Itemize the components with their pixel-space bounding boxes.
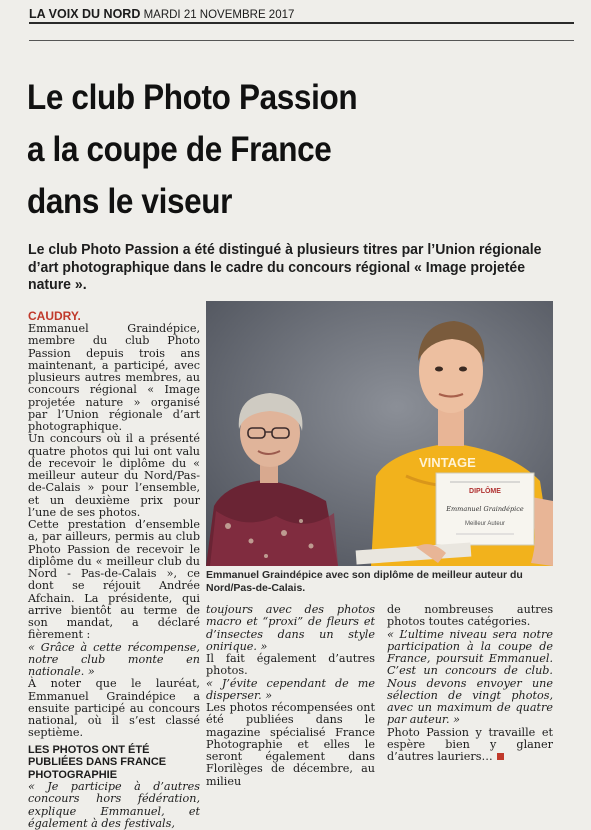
headline-line-3: dans le viseur xyxy=(27,182,233,221)
quote: « Grâce à cette récompense, notre club monte en nationale. » xyxy=(28,640,200,678)
issue-date: MARDI 21 NOVEMBRE 2017 xyxy=(143,9,295,21)
end-of-article-mark xyxy=(497,753,504,760)
closing-text: Photo Passion y travaille et espère bien y glaner d’autres lauriers… xyxy=(387,725,553,763)
diploma-line: Meilleur Auteur xyxy=(464,521,506,527)
paragraph: Un concours où il a présenté quatre photos qui lui ont valu de recevoir le diplôme du « meilleur auteur du Nord/Pas-de-Calais » pour l’ensemble, et un deuxième prix pour l’une de ses photos. xyxy=(28,432,200,519)
diploma-certificate xyxy=(436,473,534,545)
header-rule-thin xyxy=(29,40,574,41)
shirt-print: VINTAGE xyxy=(419,455,476,470)
paragraph: Il fait également d’autres photos. xyxy=(206,652,375,678)
quote: « J’évite cependant de me disperser. » xyxy=(206,676,375,702)
photo-caption: Emmanuel Graindépice avec son diplôme de meilleur auteur du Nord/Pas-de-Calais. xyxy=(206,569,523,594)
newspaper-brand: LA VOIX DU NORD xyxy=(29,7,141,21)
dateline-city: CAUDRY. xyxy=(28,309,81,323)
article-column-3 xyxy=(387,604,553,763)
quote: toujours avec des photos macro et “proxi” de fleurs et d’insectes dans un style onirique. » xyxy=(206,603,375,653)
intertitle: LES PHOTOS ONT ÉTÉ PUBLIÉES DANS FRANCE PHOTOGRAPHIE xyxy=(28,743,167,781)
quote: « Je participe à d’autres concours hors fédération, explique Emmanuel, et également à des festivals, xyxy=(28,780,200,830)
paragraph: À noter que le lauréat, Emmanuel Graindépice a ensuite participé au concours national, où il s’est classé septième. xyxy=(28,677,200,740)
paragraph: de nombreuses autres photos toutes catégories. xyxy=(387,603,553,629)
article-column-2 xyxy=(206,604,375,788)
paragraph: Emmanuel Graindépice, membre du club Photo Passion depuis trois ans maintenant, a participé, avec plusieurs autres membres, au concours régional « Image projetée nature » organisé par l’Union régionale d’art photographique. xyxy=(28,322,200,433)
paragraph: Cette prestation d’ensemble a, par ailleurs, permis au club Photo Passion de recevoir le diplôme du « meilleur club du Nord - Pas-de-Calais », ce dont se réjouit Andrée Afchain. La présidente, qui arrive bientôt au terme de son mandat, a déclaré fièrement : xyxy=(28,518,200,642)
article-column-1 xyxy=(28,310,200,830)
headline-line-1: Le club Photo Passion xyxy=(27,78,358,117)
paragraph xyxy=(387,727,553,764)
article-lead: Le club Photo Passion a été distingué à plusieurs titres par l’Union régionale d’art photographique dans le cadre du concours régional « Image projetée nature ». xyxy=(28,242,542,293)
diploma-title: DIPLÔME xyxy=(469,488,501,495)
newspaper-header xyxy=(29,7,294,21)
diploma-name: Emmanuel Graindépice xyxy=(446,505,524,513)
headline-line-2: a la coupe de France xyxy=(27,130,332,169)
photo-illustration xyxy=(206,301,553,566)
paragraph: Les photos récompensées ont été publiées dans le magazine spécialisé France Photographie et elles le seront également dans Florilèges de décembre, au milieu xyxy=(206,701,375,788)
quote: « L’ultime niveau sera notre participation à la coupe de France, poursuit Emmanuel. C’est un concours de club. Nous devons envoyer une sélection de vingt photos, avec un maximum de quatre par auteur. » xyxy=(387,627,553,727)
bleed-through-texture xyxy=(450,80,590,170)
header-rule xyxy=(29,22,574,24)
article-photo xyxy=(206,301,553,566)
